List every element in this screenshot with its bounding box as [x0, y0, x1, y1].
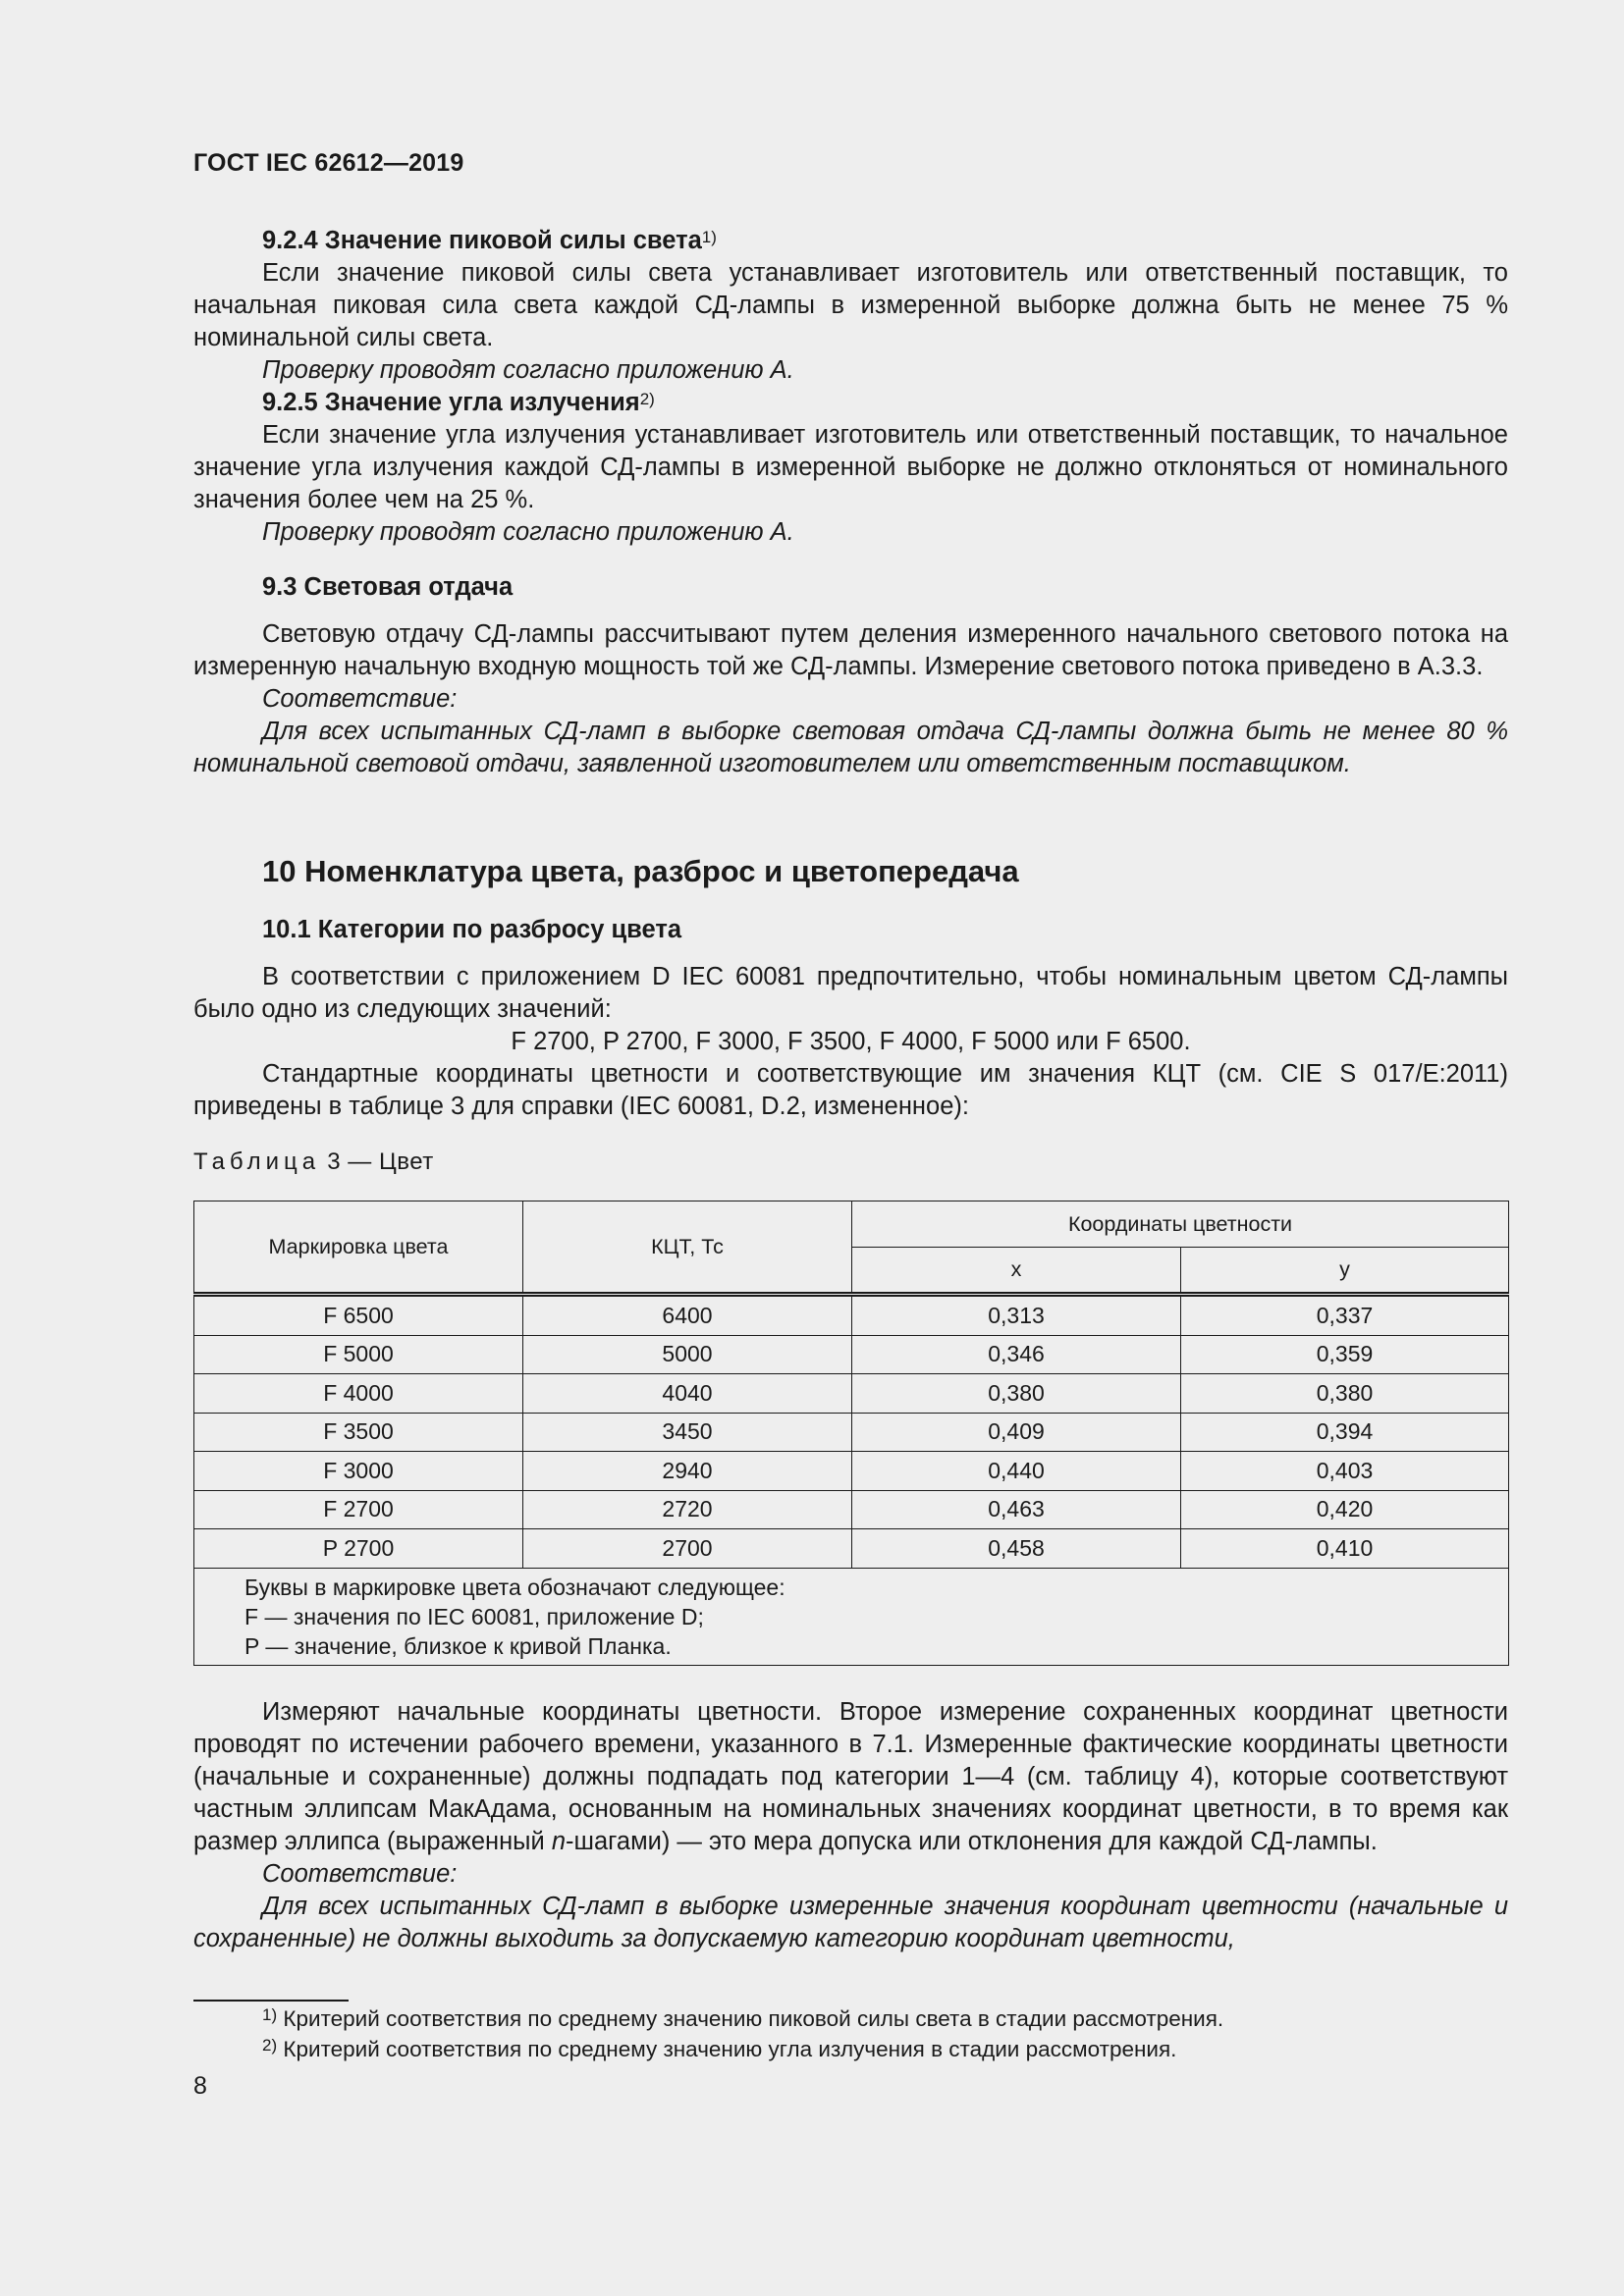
- table-3-wrap: [193, 1201, 1508, 1666]
- table-caption-word: Таблица: [193, 1148, 321, 1175]
- cell-cct: 6400: [523, 1295, 852, 1336]
- compliance-label: Соответствие:: [262, 1860, 458, 1888]
- cell-x: 0,440: [852, 1452, 1181, 1491]
- cell-x: 0,463: [852, 1490, 1181, 1529]
- cell-y: 0,420: [1181, 1490, 1509, 1529]
- standard-header: ГОСТ IEC 62612—2019: [193, 149, 464, 177]
- compliance-text: Для всех испытанных СД-ламп в выборке световая отдача СД-лампы должна быть не менее 80 % номинальной световой отдачи, заявленной изготовителем или ответственным поставщиком.: [193, 718, 1508, 777]
- footnotes: [193, 2003, 1508, 2064]
- section-10-1: [193, 914, 1508, 946]
- table-caption-rest: 3 — Цвет: [320, 1148, 434, 1175]
- section-heading: 9.2.4 Значение пиковой силы света$^{1)}$: [262, 227, 717, 254]
- table-row: [194, 1374, 1509, 1414]
- table-caption: [193, 1148, 1508, 1176]
- table-row: [194, 1295, 1509, 1336]
- paragraph: Если значение пиковой силы света устанавливает изготовитель или ответственный поставщик, то начальная пиковая сила света каждой СД-лампы в измеренной выборке должна быть не менее 75 % номинальной силы света.: [193, 259, 1508, 351]
- cell-cct: 2720: [523, 1490, 852, 1529]
- table-row: [194, 1529, 1509, 1569]
- paragraph: Если значение угла излучения устанавливает изготовитель или ответственный поставщик, то начальное значение угла излучения каждой СД-лампы в измеренной выборке не должно отклоняться от номинального значения более чем на 25 %.: [193, 421, 1508, 513]
- section-9-3-body: [193, 618, 1508, 780]
- header-marking: Маркировка цвета: [194, 1201, 523, 1295]
- section-10: [193, 852, 1508, 891]
- paragraph: В соответствии с приложением D IEC 60081 предпочтительно, чтобы номинальным цветом СД-лампы было одно из следующих значений:: [193, 963, 1508, 1023]
- cell-cct: 2940: [523, 1452, 852, 1491]
- table-row: [194, 1335, 1509, 1374]
- note-line: Буквы в маркировке цвета обозначают следующее:: [244, 1574, 785, 1600]
- footnote-ref: 1): [701, 228, 717, 246]
- cell-cct: 4040: [523, 1374, 852, 1414]
- cell-y: 0,394: [1181, 1413, 1509, 1452]
- color-values-line: F 2700, P 2700, F 3000, F 3500, F 4000, F 5000 или F 6500.: [511, 1028, 1191, 1055]
- section-9-2-5: [193, 387, 1508, 549]
- footnote-ref: 2): [639, 390, 655, 408]
- table-note-row: [194, 1568, 1509, 1665]
- page-number: 8: [193, 2072, 207, 2100]
- footnote-mark: 1): [262, 2005, 278, 2024]
- section-heading: 10.1 Категории по разбросу цвета: [262, 916, 682, 943]
- compliance-label: Соответствие:: [262, 685, 458, 713]
- cell-cct: 2700: [523, 1529, 852, 1569]
- footnote-mark: 2): [262, 2036, 278, 2055]
- compliance-text: Для всех испытанных СД-ламп в выборке измеренные значения координат цветности (начальные и сохраненные) не должны выходить за допускаемую категорию координат цветности,: [193, 1893, 1508, 1952]
- footnote: $^{2)}$ Критерий соответствия по среднему значению угла излучения в стадии рассмотрения.: [262, 2036, 1177, 2061]
- table-row: [194, 1413, 1509, 1452]
- footnote: $^{1)}$ Критерий соответствия по среднему значению пиковой силы света в стадии рассмотрения.: [262, 2005, 1224, 2031]
- cell-marking: F 6500: [194, 1295, 523, 1336]
- paragraph: Стандартные координаты цветности и соответствующие им значения КЦТ (см. CIE S 017/E:2011) приведены в таблице 3 для справки (IEC 60081, D.2, измененное):: [193, 1060, 1508, 1120]
- note-line: F — значения по IEC 60081, приложение D;: [244, 1603, 704, 1629]
- cell-marking: P 2700: [194, 1529, 523, 1569]
- cell-y: 0,359: [1181, 1335, 1509, 1374]
- cell-marking: F 5000: [194, 1335, 523, 1374]
- cell-cct: 5000: [523, 1335, 852, 1374]
- section-heading: 9.3 Световая отдача: [262, 573, 514, 601]
- paragraph: Измеряют начальные координаты цветности. Второе измерение сохраненных координат цветности проводят по истечении рабочего времени, указанного в 7.1. Измеренные фактические координаты цветности (начальные и сохраненные) должны подпадать под категории 1—4 (см. таблицу 4), которые соответствуют частным эллипсам МакАдама, основанным на номинальных значениях координат цветности, в то время как размер эллипса (выраженный n-шагами) — это мера допуска или отклонения для каждой СД-лампы.: [193, 1698, 1508, 1855]
- paragraph: Световую отдачу СД-лампы рассчитывают путем деления измеренного начального светового потока на измеренную начальную входную мощность той же СД-лампы. Измерение светового потока приведено в А.3.3.: [193, 620, 1508, 680]
- cell-marking: F 3000: [194, 1452, 523, 1491]
- footnote-rule: [193, 2000, 349, 2002]
- cell-x: 0,313: [852, 1295, 1181, 1336]
- cell-y: 0,403: [1181, 1452, 1509, 1491]
- cell-marking: F 2700: [194, 1490, 523, 1529]
- check-note: Проверку проводят согласно приложению А.: [262, 356, 794, 384]
- section-9-2-4: [193, 225, 1508, 387]
- cell-x: 0,380: [852, 1374, 1181, 1414]
- section-9-3: [193, 571, 1508, 604]
- table-note: [194, 1568, 1509, 1665]
- cell-y: 0,380: [1181, 1374, 1509, 1414]
- table-row: [194, 1490, 1509, 1529]
- table-header-row: [194, 1201, 1509, 1248]
- header-x: x: [852, 1248, 1181, 1295]
- table-3: [193, 1201, 1509, 1666]
- cell-marking: F 4000: [194, 1374, 523, 1414]
- section-heading: 9.2.5 Значение угла излучения$^{2)}$: [262, 389, 655, 416]
- cell-x: 0,346: [852, 1335, 1181, 1374]
- section-10-1-body: [193, 961, 1508, 1123]
- header-cct: КЦТ, Тс: [523, 1201, 852, 1295]
- check-note: Проверку проводят согласно приложению А.: [262, 518, 794, 546]
- cell-y: 0,410: [1181, 1529, 1509, 1569]
- cell-y: 0,337: [1181, 1295, 1509, 1336]
- table-row: [194, 1452, 1509, 1491]
- cell-cct: 3450: [523, 1413, 852, 1452]
- note-line: P — значение, близкое к кривой Планка.: [244, 1632, 672, 1659]
- cell-x: 0,458: [852, 1529, 1181, 1569]
- header-coords: Координаты цветности: [852, 1201, 1509, 1248]
- cell-marking: F 3500: [194, 1413, 523, 1452]
- cell-x: 0,409: [852, 1413, 1181, 1452]
- chapter-heading: 10 Номенклатура цвета, разброс и цветопередача: [262, 854, 1019, 888]
- after-table-section: [193, 1696, 1508, 1955]
- header-y: y: [1181, 1248, 1509, 1295]
